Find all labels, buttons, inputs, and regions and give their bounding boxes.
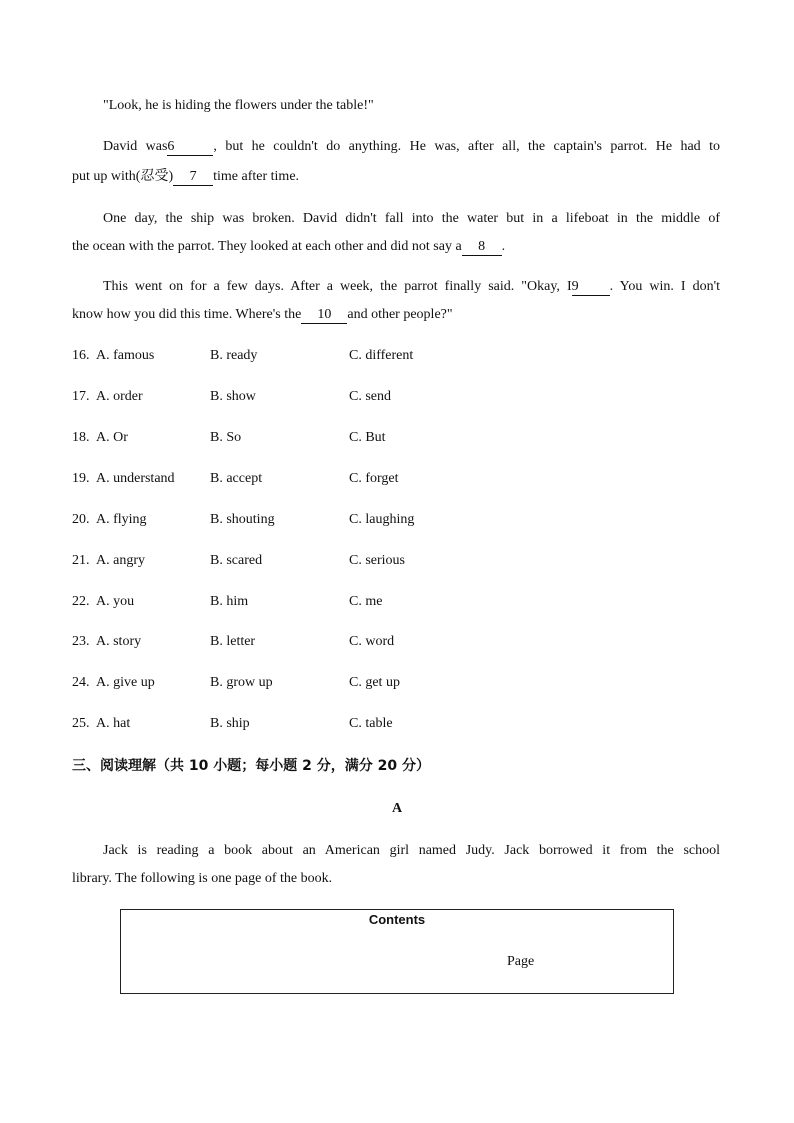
text-fragment: . You win. I don't (609, 279, 720, 294)
option-c: C. send (349, 389, 391, 404)
option-b: B. him (210, 594, 249, 609)
passage-line-1: "Look, he is hiding the flowers under the table!" (103, 98, 374, 113)
option-c: C. different (349, 348, 414, 363)
option-b: B. accept (210, 471, 263, 486)
option-c: C. table (349, 716, 393, 731)
question-number: 24. (72, 675, 90, 690)
text-fragment: put up with( (72, 169, 141, 184)
contents-table (120, 909, 674, 994)
option-a: A. flying (96, 512, 147, 527)
contents-title: Contents (368, 912, 426, 927)
option-a: A. story (96, 634, 142, 649)
option-c: C. But (349, 430, 386, 445)
text-fragment: , but he couldn't do anything. He was, after all, the captain's parrot. He had to (213, 139, 720, 154)
question-number: 22. (72, 594, 90, 609)
text-fragment: ) (168, 169, 174, 184)
text-fragment: know how you did this time. Where's the (72, 307, 302, 322)
passage-line-5 (72, 238, 720, 256)
question-number: 21. (72, 553, 90, 568)
blank-7: 7 (173, 169, 213, 186)
blank-6: 6 (167, 139, 213, 156)
option-b: B. ship (210, 716, 250, 731)
option-b: B. letter (210, 634, 256, 649)
option-b: B. grow up (210, 675, 273, 690)
option-b: B. shouting (210, 512, 275, 527)
blank-8: 8 (462, 239, 502, 256)
blank-10: 10 (301, 307, 347, 324)
passage-line-6 (103, 278, 720, 296)
option-a: A. you (96, 594, 135, 609)
option-b: B. show (210, 389, 256, 404)
option-a: A. order (96, 389, 143, 404)
question-number: 23. (72, 634, 90, 649)
option-c: C. me (349, 594, 383, 609)
option-c: C. laughing (349, 512, 415, 527)
option-a: A. Or (96, 430, 128, 445)
page-column-label: Page (507, 954, 535, 969)
passage-line-3 (72, 167, 720, 186)
text-fragment: time after time. (213, 169, 300, 184)
chinese-gloss: 忍受 (140, 168, 169, 184)
passage-line-2 (103, 138, 720, 156)
option-a: A. give up (96, 675, 155, 690)
option-b: B. So (210, 430, 242, 445)
text-fragment: and other people?" (347, 307, 453, 322)
passage-line-7 (72, 306, 720, 324)
text-fragment: . (501, 239, 506, 254)
text-fragment: David was (103, 139, 168, 154)
option-a: A. angry (96, 553, 145, 568)
option-a: A. understand (96, 471, 175, 486)
text-fragment: This went on for a few days. After a week, the parrot finally said. "Okay, I (103, 279, 572, 294)
passage-heading: A (391, 801, 403, 816)
question-number: 25. (72, 716, 90, 731)
option-a: A. famous (96, 348, 155, 363)
option-a: A. hat (96, 716, 131, 731)
option-b: B. ready (210, 348, 258, 363)
section-title: 三、阅读理解（共 10 小题；每小题 2 分，满分 20 分） (72, 758, 430, 774)
question-number: 18. (72, 430, 90, 445)
option-b: B. scared (210, 553, 263, 568)
blank-9: 9 (572, 279, 610, 296)
option-c: C. get up (349, 675, 400, 690)
option-c: C. forget (349, 471, 399, 486)
question-number: 20. (72, 512, 90, 527)
reading-intro-line-1: Jack is reading a book about an American girl named Judy. Jack borrowed it from the school (103, 843, 720, 858)
question-number: 17. (72, 389, 90, 404)
option-c: C. serious (349, 553, 405, 568)
passage-line-4: One day, the ship was broken. David didn't fall into the water but in a lifeboat in the middle of (103, 211, 720, 226)
question-number: 19. (72, 471, 90, 486)
text-fragment: the ocean with the parrot. They looked at each other and did not say a (72, 239, 462, 254)
option-c: C. word (349, 634, 395, 649)
question-number: 16. (72, 348, 90, 363)
reading-intro-line-2: library. The following is one page of the book. (72, 871, 333, 886)
